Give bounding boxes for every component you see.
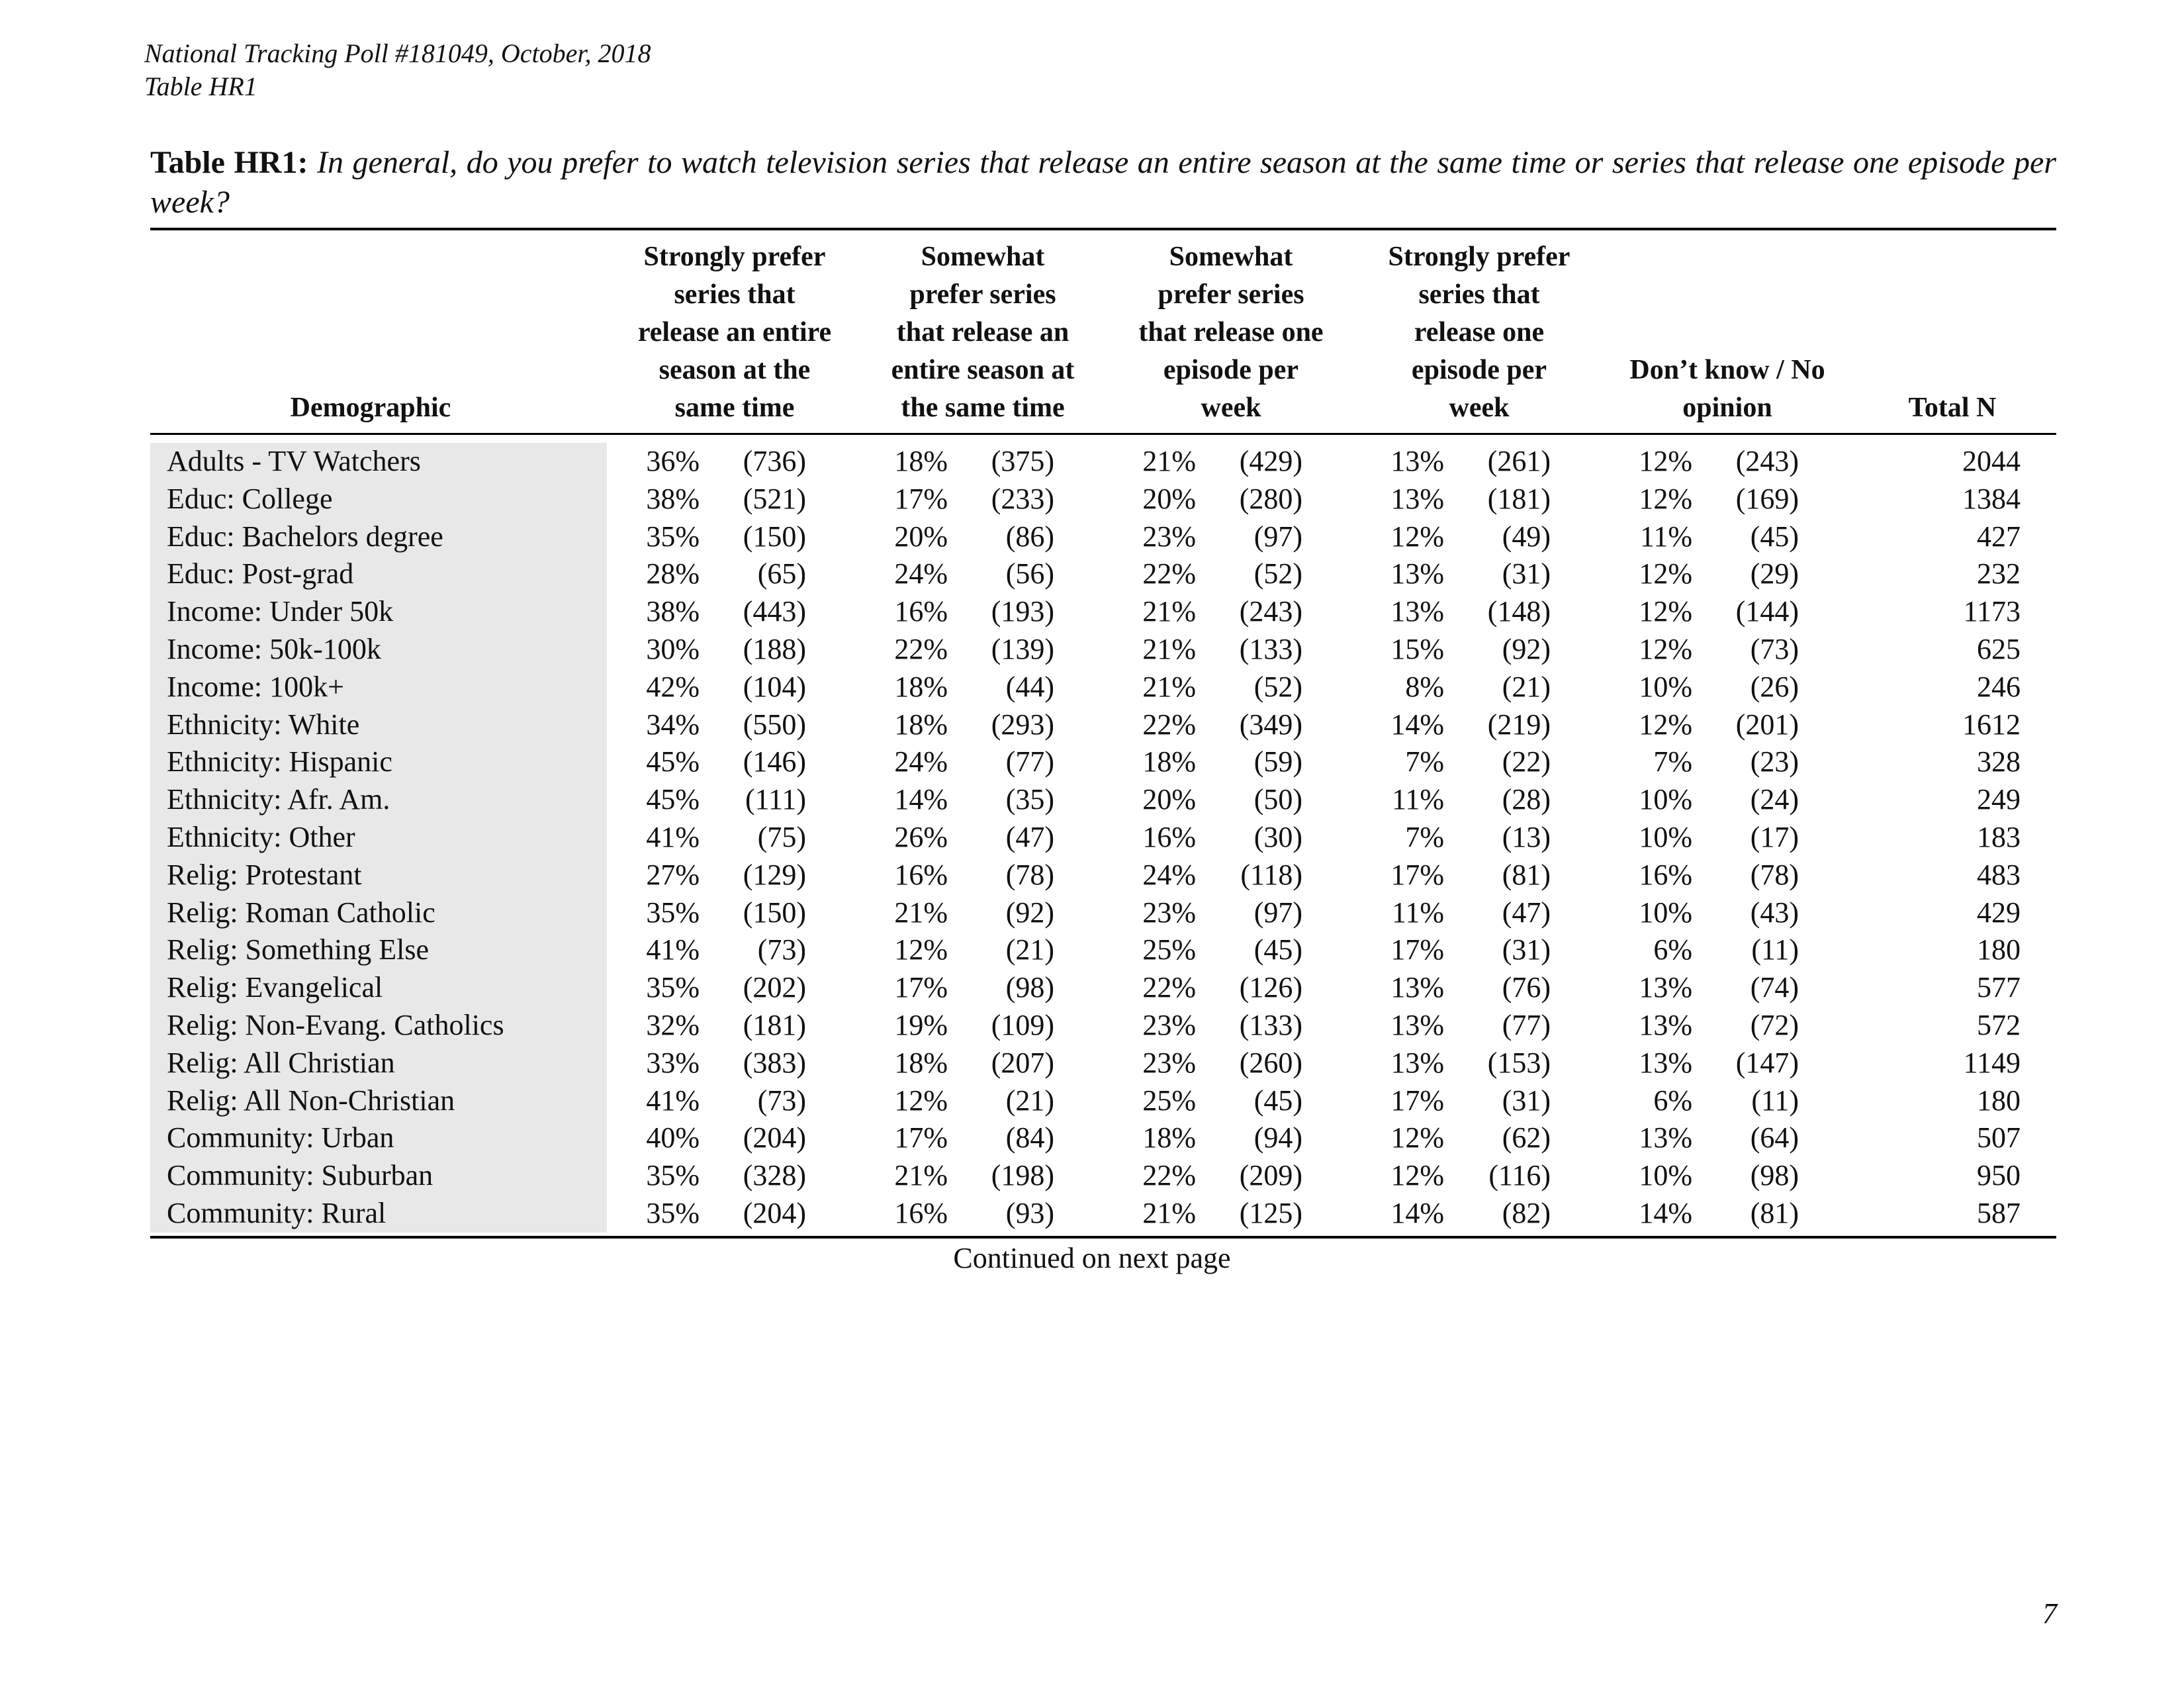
- cell-count: (35): [1005, 783, 1054, 816]
- cell-count: (73): [1750, 632, 1799, 665]
- cell-percent: 33%: [646, 1046, 700, 1079]
- cell-count: (133): [1239, 1008, 1302, 1041]
- table-id: Table HR1: [144, 71, 257, 101]
- cell-count: (21): [1005, 933, 1054, 966]
- cell-percent: 16%: [894, 595, 948, 628]
- table-row: [0, 555, 2184, 593]
- row-label: Relig: All Non-Christian: [167, 1084, 455, 1117]
- table-row: [0, 669, 2184, 706]
- row-label: Relig: Evangelical: [167, 971, 383, 1004]
- cell-percent: 14%: [1639, 1196, 1692, 1229]
- cell-percent: 13%: [1390, 1008, 1444, 1041]
- cell-percent: 20%: [1142, 482, 1196, 515]
- cell-percent: 11%: [1391, 896, 1444, 929]
- table-row: [0, 1082, 2184, 1120]
- table-row: [0, 894, 2184, 932]
- cell-percent: 12%: [1390, 520, 1444, 553]
- cell-percent: 17%: [894, 482, 948, 515]
- cell-count: (77): [1502, 1008, 1551, 1041]
- cell-percent: 22%: [1142, 1159, 1196, 1192]
- cell-percent: 17%: [1390, 1084, 1444, 1117]
- cell-percent: 22%: [1142, 708, 1196, 741]
- cell-count: (92): [1005, 896, 1054, 929]
- cell-count: (75): [757, 820, 806, 853]
- cell-count: (59): [1253, 745, 1302, 778]
- table-row: [0, 743, 2184, 781]
- row-label: Income: 50k-100k: [167, 632, 381, 665]
- cell-count: (50): [1253, 783, 1302, 816]
- cell-percent: 24%: [1142, 858, 1196, 891]
- cell-percent: 21%: [1142, 445, 1196, 477]
- row-label: Ethnicity: Other: [167, 820, 355, 853]
- table-caption: [150, 143, 2056, 222]
- cell-count: (147): [1735, 1046, 1799, 1079]
- cell-count: (181): [1487, 482, 1551, 515]
- column-header-somewhat-season: Somewhat prefer series that release an entire season at the same time: [891, 242, 1075, 423]
- cell-percent: 19%: [894, 1008, 948, 1041]
- cell-percent: 20%: [1142, 783, 1196, 816]
- cell-count: (21): [1502, 670, 1551, 703]
- cell-count: (129): [743, 858, 806, 891]
- caption-label: Table HR1:: [150, 145, 308, 180]
- cell-percent: 38%: [646, 482, 700, 515]
- cell-percent: 12%: [1639, 482, 1692, 515]
- cell-count: (64): [1750, 1121, 1799, 1154]
- cell-count: (383): [743, 1046, 806, 1079]
- cell-count: (243): [1735, 445, 1799, 477]
- cell-count: (233): [991, 482, 1054, 515]
- cell-count: (146): [743, 745, 806, 778]
- cell-count: (109): [991, 1008, 1054, 1041]
- cell-count: (74): [1750, 971, 1799, 1004]
- cell-percent: 41%: [646, 820, 700, 853]
- cell-count: (98): [1005, 971, 1054, 1004]
- table-top-rule: [150, 228, 2056, 230]
- cell-percent: 17%: [1390, 933, 1444, 966]
- cell-percent: 10%: [1639, 896, 1692, 929]
- cell-count: (93): [1005, 1196, 1054, 1229]
- cell-percent: 13%: [1390, 971, 1444, 1004]
- cell-total-n: 572: [1977, 1008, 2021, 1041]
- cell-percent: 12%: [1639, 445, 1692, 477]
- page-header: [144, 37, 651, 103]
- cell-count: (81): [1750, 1196, 1799, 1229]
- cell-count: (219): [1487, 708, 1551, 741]
- cell-percent: 11%: [1391, 783, 1444, 816]
- cell-count: (150): [743, 520, 806, 553]
- cell-count: (202): [743, 971, 806, 1004]
- cell-count: (116): [1488, 1159, 1551, 1192]
- cell-count: (150): [743, 896, 806, 929]
- cell-total-n: 246: [1977, 670, 2021, 703]
- header-rule: [150, 433, 2056, 435]
- cell-percent: 18%: [1142, 745, 1196, 778]
- cell-percent: 30%: [646, 632, 700, 665]
- cell-count: (77): [1005, 745, 1054, 778]
- cell-count: (30): [1253, 820, 1302, 853]
- cell-count: (84): [1005, 1121, 1054, 1154]
- cell-percent: 38%: [646, 595, 700, 628]
- cell-percent: 18%: [1142, 1121, 1196, 1154]
- cell-percent: 40%: [646, 1121, 700, 1154]
- cell-percent: 21%: [894, 1159, 948, 1192]
- cell-count: (125): [1239, 1196, 1302, 1229]
- cell-count: (29): [1750, 557, 1799, 590]
- cell-count: (49): [1502, 520, 1551, 553]
- row-label: Relig: Something Else: [167, 933, 429, 966]
- cell-count: (209): [1239, 1159, 1302, 1192]
- cell-percent: 35%: [646, 1196, 700, 1229]
- cell-percent: 35%: [646, 520, 700, 553]
- cell-count: (86): [1005, 520, 1054, 553]
- cell-total-n: 427: [1977, 520, 2021, 553]
- table-row: [0, 518, 2184, 556]
- column-header-somewhat-weekly: Somewhat prefer series that release one episode per week: [1138, 242, 1324, 423]
- cell-percent: 12%: [894, 933, 948, 966]
- cell-count: (47): [1005, 820, 1054, 853]
- cell-count: (45): [1253, 1084, 1302, 1117]
- table-row: [0, 593, 2184, 631]
- cell-percent: 13%: [1639, 1046, 1692, 1079]
- cell-count: (133): [1239, 632, 1302, 665]
- row-label: Relig: Non-Evang. Catholics: [167, 1008, 504, 1041]
- cell-total-n: 625: [1977, 632, 2021, 665]
- cell-percent: 24%: [894, 745, 948, 778]
- cell-percent: 13%: [1639, 1121, 1692, 1154]
- cell-count: (17): [1750, 820, 1799, 853]
- cell-count: (22): [1502, 745, 1551, 778]
- cell-percent: 45%: [646, 783, 700, 816]
- cell-percent: 17%: [894, 1121, 948, 1154]
- cell-total-n: 180: [1977, 1084, 2021, 1117]
- cell-percent: 13%: [1639, 1008, 1692, 1041]
- row-label: Relig: Roman Catholic: [167, 896, 435, 929]
- cell-count: (23): [1750, 745, 1799, 778]
- cell-count: (97): [1253, 896, 1302, 929]
- cell-percent: 14%: [894, 783, 948, 816]
- poll-title: National Tracking Poll #181049, October, 2018: [144, 38, 651, 68]
- column-header-demographic: Demographic: [290, 393, 451, 423]
- cell-count: (243): [1239, 595, 1302, 628]
- cell-percent: 41%: [646, 933, 700, 966]
- cell-percent: 35%: [646, 971, 700, 1004]
- cell-count: (293): [991, 708, 1054, 741]
- row-label: Adults - TV Watchers: [167, 445, 421, 477]
- cell-percent: 26%: [894, 820, 948, 853]
- cell-percent: 36%: [646, 445, 700, 477]
- cell-percent: 7%: [1653, 745, 1692, 778]
- cell-total-n: 183: [1977, 820, 2021, 853]
- cell-percent: 18%: [894, 708, 948, 741]
- cell-percent: 11%: [1639, 520, 1692, 553]
- cell-count: (52): [1253, 670, 1302, 703]
- cell-count: (104): [743, 670, 806, 703]
- cell-count: (76): [1502, 971, 1551, 1004]
- cell-count: (28): [1502, 783, 1551, 816]
- continued-note: Continued on next page: [953, 1242, 1231, 1274]
- row-label: Educ: Post-grad: [167, 557, 354, 590]
- cell-percent: 22%: [1142, 971, 1196, 1004]
- table-row: [0, 1157, 2184, 1195]
- cell-percent: 18%: [894, 670, 948, 703]
- cell-percent: 12%: [1639, 595, 1692, 628]
- table-bottom-rule: [150, 1236, 2056, 1239]
- cell-count: (45): [1750, 520, 1799, 553]
- cell-percent: 42%: [646, 670, 700, 703]
- cell-percent: 23%: [1142, 896, 1196, 929]
- row-label: Community: Rural: [167, 1196, 387, 1229]
- row-label: Educ: College: [167, 482, 333, 515]
- row-label: Income: 100k+: [167, 670, 344, 703]
- cell-count: (169): [1735, 482, 1799, 515]
- cell-total-n: 2044: [1962, 445, 2021, 477]
- table-row: [0, 1007, 2184, 1045]
- cell-count: (550): [743, 708, 806, 741]
- table-row: [0, 969, 2184, 1007]
- cell-percent: 8%: [1405, 670, 1444, 703]
- cell-percent: 41%: [646, 1084, 700, 1117]
- cell-count: (13): [1502, 820, 1551, 853]
- cell-total-n: 180: [1977, 933, 2021, 966]
- cell-count: (21): [1005, 1084, 1054, 1117]
- cell-count: (521): [743, 482, 806, 515]
- table-row: [0, 1119, 2184, 1157]
- row-label: Ethnicity: Hispanic: [167, 745, 392, 778]
- cell-count: (31): [1502, 933, 1551, 966]
- cell-total-n: 1384: [1962, 482, 2021, 515]
- cell-percent: 14%: [1390, 708, 1444, 741]
- table-row: [0, 781, 2184, 819]
- cell-total-n: 950: [1977, 1159, 2021, 1192]
- table-row: [0, 443, 2184, 481]
- table-row: [0, 631, 2184, 669]
- cell-count: (26): [1750, 670, 1799, 703]
- cell-percent: 16%: [1639, 858, 1692, 891]
- cell-count: (443): [743, 595, 806, 628]
- cell-count: (193): [991, 595, 1054, 628]
- cell-count: (139): [991, 632, 1054, 665]
- cell-percent: 12%: [1639, 708, 1692, 741]
- cell-count: (52): [1253, 557, 1302, 590]
- cell-count: (73): [757, 933, 806, 966]
- table-row: [0, 931, 2184, 969]
- cell-percent: 24%: [894, 557, 948, 590]
- cell-count: (62): [1502, 1121, 1551, 1154]
- page-number: 7: [2042, 1597, 2057, 1630]
- cell-percent: 12%: [894, 1084, 948, 1117]
- cell-total-n: 577: [1977, 971, 2021, 1004]
- cell-count: (94): [1253, 1121, 1302, 1154]
- table-row: [0, 481, 2184, 518]
- cell-percent: 21%: [1142, 1196, 1196, 1229]
- cell-percent: 10%: [1639, 820, 1692, 853]
- row-label: Educ: Bachelors degree: [167, 520, 443, 553]
- cell-count: (11): [1751, 1084, 1799, 1117]
- column-header-strongly-weekly: Strongly prefer series that release one episode per week: [1388, 242, 1570, 423]
- cell-total-n: 328: [1977, 745, 2021, 778]
- cell-percent: 10%: [1639, 670, 1692, 703]
- cell-percent: 18%: [894, 1046, 948, 1079]
- cell-count: (198): [991, 1159, 1054, 1192]
- table-row: [0, 1045, 2184, 1082]
- cell-count: (78): [1750, 858, 1799, 891]
- cell-count: (144): [1735, 595, 1799, 628]
- cell-count: (92): [1502, 632, 1551, 665]
- cell-percent: 13%: [1390, 557, 1444, 590]
- cell-count: (78): [1005, 858, 1054, 891]
- cell-percent: 15%: [1390, 632, 1444, 665]
- cell-count: (181): [743, 1008, 806, 1041]
- cell-count: (204): [743, 1196, 806, 1229]
- cell-percent: 12%: [1390, 1121, 1444, 1154]
- table-row: [0, 706, 2184, 744]
- cell-count: (31): [1502, 1084, 1551, 1117]
- cell-percent: 16%: [1142, 820, 1196, 853]
- cell-count: (260): [1239, 1046, 1302, 1079]
- cell-percent: 35%: [646, 1159, 700, 1192]
- cell-percent: 16%: [894, 858, 948, 891]
- cell-percent: 25%: [1142, 933, 1196, 966]
- cell-count: (65): [757, 557, 806, 590]
- cell-total-n: 1173: [1963, 595, 2021, 628]
- row-label: Relig: Protestant: [167, 858, 362, 891]
- column-header-strongly-season: Strongly prefer series that release an entire season at the same time: [637, 242, 832, 423]
- cell-count: (126): [1239, 971, 1302, 1004]
- cell-percent: 45%: [646, 745, 700, 778]
- cell-total-n: 507: [1977, 1121, 2021, 1154]
- cell-count: (24): [1750, 783, 1799, 816]
- cell-count: (111): [745, 783, 806, 816]
- cell-count: (429): [1239, 445, 1302, 477]
- cell-percent: 12%: [1639, 632, 1692, 665]
- cell-count: (31): [1502, 557, 1551, 590]
- cell-percent: 18%: [894, 445, 948, 477]
- cell-count: (56): [1005, 557, 1054, 590]
- cell-percent: 13%: [1390, 445, 1444, 477]
- cell-percent: 16%: [894, 1196, 948, 1229]
- cell-percent: 10%: [1639, 783, 1692, 816]
- cell-percent: 32%: [646, 1008, 700, 1041]
- cell-count: (72): [1750, 1008, 1799, 1041]
- cell-total-n: 1612: [1962, 708, 2021, 741]
- cell-percent: 14%: [1390, 1196, 1444, 1229]
- cell-percent: 23%: [1142, 1046, 1196, 1079]
- table-row: [0, 1195, 2184, 1233]
- cell-count: (47): [1502, 896, 1551, 929]
- cell-percent: 17%: [1390, 858, 1444, 891]
- cell-count: (328): [743, 1159, 806, 1192]
- cell-percent: 21%: [1142, 632, 1196, 665]
- row-label: Relig: All Christian: [167, 1046, 395, 1079]
- row-label: Ethnicity: White: [167, 708, 360, 741]
- cell-percent: 34%: [646, 708, 700, 741]
- cell-total-n: 1149: [1963, 1046, 2021, 1079]
- caption-question: In general, do you prefer to watch television series that release an entire season at the same time or series that release one episode per week?: [150, 145, 2056, 220]
- cell-count: (98): [1750, 1159, 1799, 1192]
- table-row: [0, 819, 2184, 857]
- cell-percent: 23%: [1142, 520, 1196, 553]
- row-label: Ethnicity: Afr. Am.: [167, 783, 390, 816]
- cell-percent: 13%: [1390, 482, 1444, 515]
- cell-percent: 7%: [1405, 820, 1444, 853]
- row-label: Community: Suburban: [167, 1159, 433, 1192]
- cell-count: (736): [743, 445, 806, 477]
- cell-total-n: 249: [1977, 783, 2021, 816]
- cell-percent: 21%: [1142, 670, 1196, 703]
- cell-percent: 10%: [1639, 1159, 1692, 1192]
- cell-count: (43): [1750, 896, 1799, 929]
- cell-percent: 22%: [1142, 557, 1196, 590]
- cell-count: (201): [1735, 708, 1799, 741]
- cell-count: (45): [1253, 933, 1302, 966]
- cell-count: (81): [1502, 858, 1551, 891]
- cell-percent: 7%: [1405, 745, 1444, 778]
- cell-count: (375): [991, 445, 1054, 477]
- cell-percent: 12%: [1639, 557, 1692, 590]
- cell-total-n: 587: [1977, 1196, 2021, 1229]
- row-label: Income: Under 50k: [167, 595, 394, 628]
- cell-total-n: 232: [1977, 557, 2021, 590]
- cell-count: (73): [757, 1084, 806, 1117]
- cell-count: (153): [1487, 1046, 1551, 1079]
- cell-count: (204): [743, 1121, 806, 1154]
- cell-count: (44): [1005, 670, 1054, 703]
- table-row: [0, 857, 2184, 894]
- cell-count: (97): [1253, 520, 1302, 553]
- row-label: Community: Urban: [167, 1121, 394, 1154]
- cell-percent: 21%: [894, 896, 948, 929]
- cell-percent: 13%: [1390, 595, 1444, 628]
- column-header-total-n: Total N: [1908, 393, 1997, 423]
- cell-count: (118): [1240, 858, 1302, 891]
- table-body: [0, 443, 2184, 1233]
- cell-percent: 25%: [1142, 1084, 1196, 1117]
- cell-count: (261): [1487, 445, 1551, 477]
- column-header-dont-know: Don’t know / No opinion: [1629, 355, 1825, 423]
- cell-percent: 35%: [646, 896, 700, 929]
- cell-percent: 27%: [646, 858, 700, 891]
- cell-count: (207): [991, 1046, 1054, 1079]
- cell-percent: 13%: [1390, 1046, 1444, 1079]
- cell-total-n: 483: [1977, 858, 2021, 891]
- cell-percent: 20%: [894, 520, 948, 553]
- cell-percent: 17%: [894, 971, 948, 1004]
- cell-count: (148): [1487, 595, 1551, 628]
- cell-percent: 6%: [1653, 933, 1692, 966]
- cell-count: (349): [1239, 708, 1302, 741]
- cell-percent: 22%: [894, 632, 948, 665]
- cell-count: (280): [1239, 482, 1302, 515]
- cell-count: (82): [1502, 1196, 1551, 1229]
- cell-percent: 21%: [1142, 595, 1196, 628]
- cell-total-n: 429: [1977, 896, 2021, 929]
- cell-percent: 28%: [646, 557, 700, 590]
- cell-percent: 23%: [1142, 1008, 1196, 1041]
- cell-count: (188): [743, 632, 806, 665]
- cell-count: (11): [1751, 933, 1799, 966]
- cell-percent: 13%: [1639, 971, 1692, 1004]
- cell-percent: 6%: [1653, 1084, 1692, 1117]
- cell-percent: 12%: [1390, 1159, 1444, 1192]
